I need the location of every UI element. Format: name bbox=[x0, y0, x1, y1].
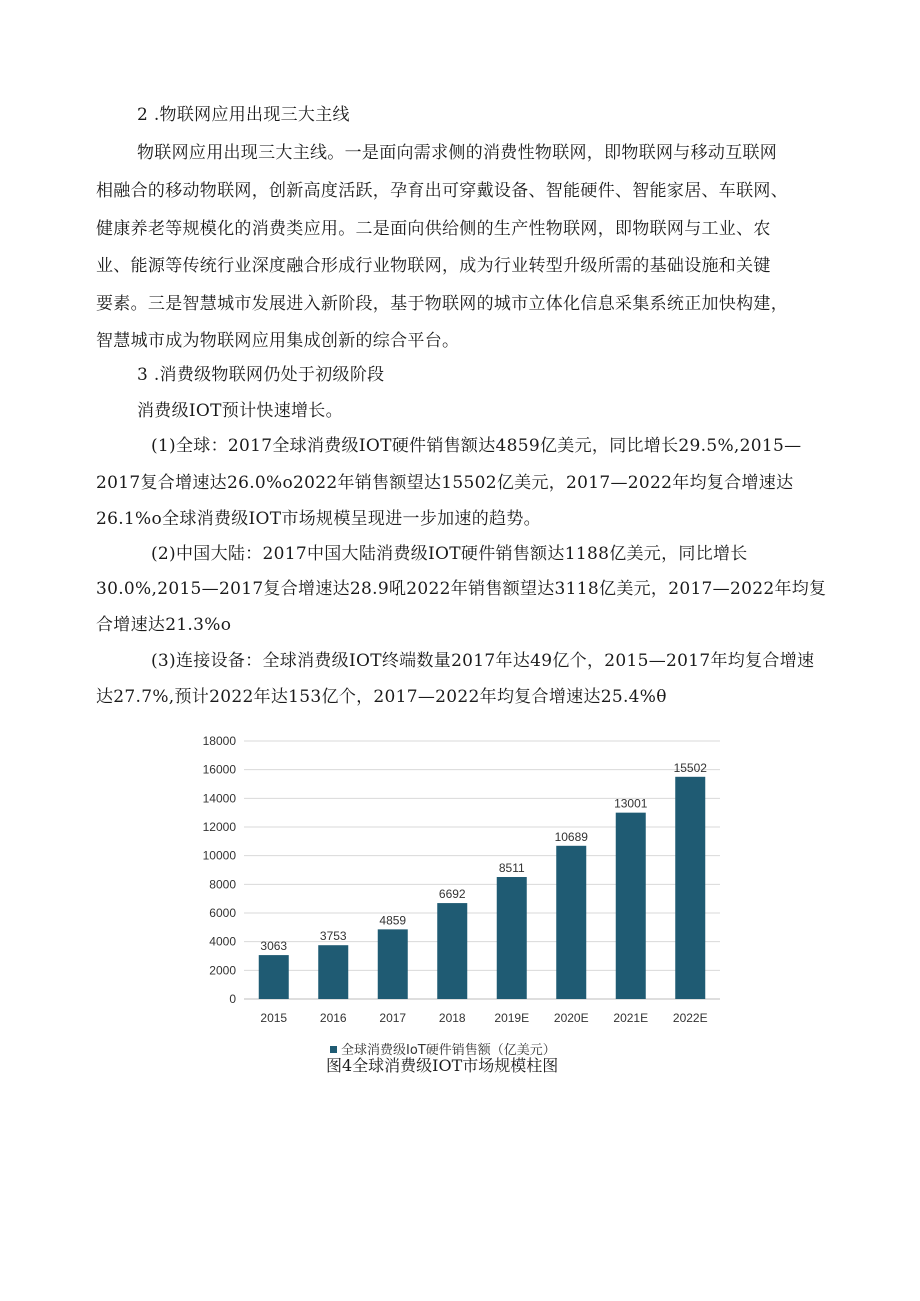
bar-value-label: 8511 bbox=[498, 861, 525, 876]
bar bbox=[497, 877, 527, 999]
section-heading-3: 3 .消费级物联网仍处于初级阶段 bbox=[137, 365, 385, 385]
paragraph-line: 要素。三是智慧城市发展进入新阶段，基于物联网的城市立体化信息采集系统正加快构建， bbox=[96, 294, 788, 314]
bar bbox=[616, 813, 646, 999]
bar bbox=[437, 903, 467, 999]
legend-swatch bbox=[330, 1046, 337, 1053]
y-tick-label: 4000 bbox=[209, 934, 236, 949]
y-tick-label: 12000 bbox=[202, 820, 236, 834]
bar-value-label: 6692 bbox=[438, 887, 466, 902]
bar-value-label: 3063 bbox=[260, 939, 288, 954]
paragraph-line: (3)连接设备：全球消费级IOT终端数量2017年达49亿个，2015—2017年均复合增速 bbox=[151, 651, 815, 671]
paragraph-line: 达27.7%,预计2022年达153亿个，2017—2022年均复合增速达25.4%θ bbox=[96, 687, 667, 707]
bar-value-label: 3753 bbox=[319, 929, 347, 944]
paragraph-line: 健康养老等规模化的消费类应用。二是面向供给侧的生产性物联网，即物联网与工业、农 bbox=[96, 219, 771, 239]
figure-caption: 图4全球消费级IOT市场规模柱图 bbox=[326, 1056, 559, 1075]
bar-value-label: 15502 bbox=[673, 760, 707, 775]
bar bbox=[556, 846, 586, 999]
x-tick-label: 2017 bbox=[379, 1011, 407, 1025]
y-tick-label: 16000 bbox=[202, 762, 236, 777]
bar bbox=[259, 955, 289, 999]
paragraph-line: 相融合的移动物联网，创新高度活跃，孕育出可穿戴设备、智能硬件、智能家居、车联网、 bbox=[96, 181, 788, 201]
bar-value-label: 4859 bbox=[379, 913, 407, 928]
paragraph-line: 合增速达21.3%o bbox=[96, 615, 232, 635]
bar-value-label: 13001 bbox=[614, 796, 648, 811]
bar bbox=[675, 777, 705, 999]
paragraph-line: 26.1%o全球消费级IOT市场规模呈现进一步加速的趋势。 bbox=[96, 509, 541, 529]
y-tick-label: 10000 bbox=[202, 848, 236, 863]
legend-label: 全球消费级IoT硬件销售额（亿美元） bbox=[341, 1043, 556, 1058]
bar bbox=[378, 929, 408, 999]
x-tick-label: 2021E bbox=[613, 1011, 649, 1025]
section-heading-2: 2 .物联网应用出现三大主线 bbox=[137, 105, 350, 125]
paragraph-line: 业、能源等传统行业深度融合形成行业物联网，成为行业转型升级所需的基础设施和关键 bbox=[96, 256, 771, 276]
y-tick-label: 2000 bbox=[209, 963, 236, 978]
y-tick-label: 8000 bbox=[209, 877, 236, 892]
x-tick-label: 2020E bbox=[553, 1011, 589, 1025]
x-tick-label: 2022E bbox=[672, 1011, 708, 1025]
y-tick-label: 6000 bbox=[209, 906, 236, 920]
x-tick-label: 2019E bbox=[494, 1011, 530, 1025]
paragraph-line: (1)全球：2017全球消费级IOT硬件销售额达4859亿美元，同比增长29.5%,2015— bbox=[151, 436, 802, 456]
paragraph-line: 30.0%,2015—2017复合增速达28.9吼2022年销售额望达3118亿美元，2017—2022年均复 bbox=[96, 579, 827, 599]
paragraph-line: 物联网应用出现三大主线。一是面向需求侧的消费性物联网，即物联网与移动互联网 bbox=[137, 143, 778, 163]
x-tick-label: 2016 bbox=[319, 1011, 347, 1025]
y-tick-label: 14000 bbox=[202, 791, 236, 806]
paragraph-line: (2)中国大陆：2017中国大陆消费级IOT硬件销售额达1188亿美元，同比增长 bbox=[151, 544, 748, 564]
y-tick-label: 0 bbox=[229, 992, 236, 1006]
paragraph-line: 消费级IOT预计快速增长。 bbox=[137, 401, 343, 421]
x-tick-label: 2015 bbox=[260, 1011, 288, 1025]
bar bbox=[318, 945, 348, 999]
paragraph-line: 2017复合增速达26.0%o2022年销售额望达15502亿美元，2017—2022年均复合增速达 bbox=[96, 473, 794, 493]
x-tick-label: 2018 bbox=[438, 1011, 466, 1025]
bar-value-label: 10689 bbox=[554, 829, 588, 844]
y-tick-label: 18000 bbox=[202, 734, 236, 748]
paragraph-line: 智慧城市成为物联网应用集成创新的综合平台。 bbox=[96, 331, 460, 351]
bar-chart bbox=[182, 726, 742, 1056]
bar-chart-svg bbox=[182, 726, 742, 1056]
